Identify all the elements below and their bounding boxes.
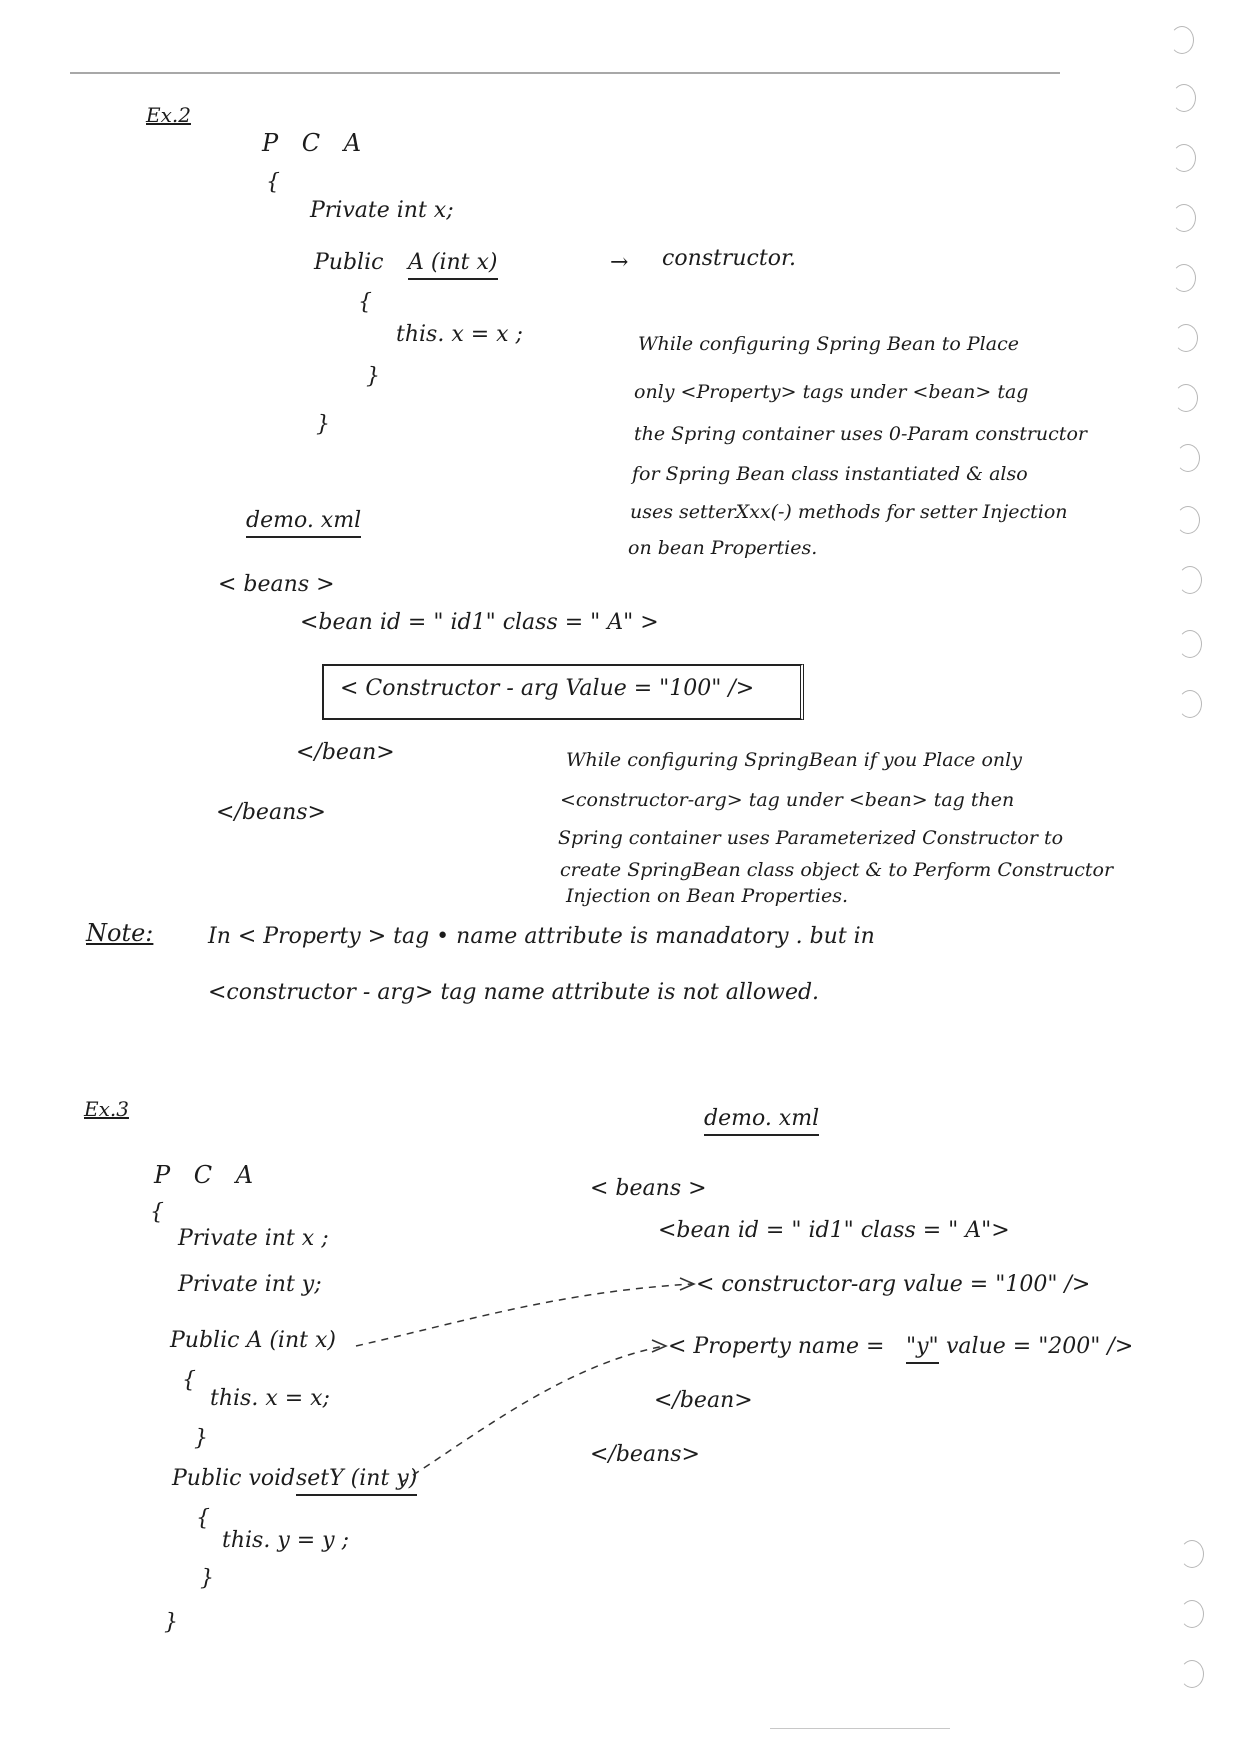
ex3-xml-filename: demo. xml [704,1106,819,1136]
ex3-field-y: Private int y; [178,1272,322,1297]
ex2-field-x: Private int x; [310,198,454,223]
ex3-ctor-close: } [194,1426,208,1451]
ex3-constructor-arg: < constructor-arg value = "100" /> [696,1272,1091,1297]
ex3-ctor-body: this. x = x; [210,1386,330,1411]
ex2-close-brace: } [316,412,330,437]
ex3-beans-open: < beans > [590,1176,707,1201]
ex3-setter-close: } [200,1566,214,1591]
ex2-bean-close: </bean> [296,740,395,765]
bottom-rule [770,1728,950,1729]
ex2-constructor-arg: < Constructor - arg Value = "100" /> [340,676,755,701]
ex2-bean-open: <bean id = " id1" class = " A" > [300,610,659,635]
note-line: Injection on Bean Properties. [566,885,849,907]
ctor-connector-arrow [356,1284,692,1346]
ex3-class-header: P C A [154,1161,262,1189]
setter-connector-arrow [402,1346,664,1482]
ex3-beans-close: </beans> [590,1442,700,1467]
ex2-xml-filename: demo. xml [246,508,361,538]
ex2-ctor-open: { [358,290,372,315]
ex3-open-brace: { [150,1200,164,1225]
ex2-label: Ex.2 [146,103,191,127]
ex2-beans-close: </beans> [216,800,326,825]
ex3-setter-body: this. y = y ; [222,1528,350,1553]
ex2-class-header: P C A [262,129,370,157]
note-line: uses setterXxx(-) methods for setter Injection [630,501,1068,523]
ex3-setter-signature: setY (int y) [296,1466,417,1496]
note-line: <constructor-arg> tag under <bean> tag then [560,789,1015,811]
note-line: the Spring container uses 0-Param constructor [634,423,1087,445]
ex3-ctor: Public A (int x) [170,1328,336,1353]
note-line: create SpringBean class object & to Perform Constructor [560,859,1114,881]
ex2-ctor-signature: A (int x) [408,250,498,280]
ex2-ctor-public: Public [314,250,384,275]
ex3-field-x: Private int x ; [178,1226,329,1251]
ex3-bean-close: </bean> [654,1388,753,1413]
note-line-2: <constructor - arg> tag name attribute is not allowed. [208,980,820,1005]
ex2-ctor-close: } [366,364,380,389]
ex3-setter-open: { [196,1506,210,1531]
ex3-bean-open: <bean id = " id1" class = " A"> [658,1218,1010,1243]
note-line: for Spring Bean class instantiated & also [632,463,1028,485]
note-line: only <Property> tags under <bean> tag [634,381,1029,403]
ex3-setter-prefix: Public void [172,1466,296,1491]
ex3-property-name-value: "y" [906,1334,939,1364]
ex2-open-brace: { [266,170,280,195]
ex2-beans-open: < beans > [218,572,335,597]
setter-connector-arrowhead [652,1340,666,1352]
note-line-1: In < Property > tag • name attribute is manadatory . but in [208,924,875,949]
note-line: on bean Properties. [628,537,818,559]
ex3-ctor-open: { [182,1368,196,1393]
ex3-label: Ex.3 [84,1097,129,1121]
note-line: While configuring SpringBean if you Place only [566,749,1022,771]
ex2-ctor-arrow: → [610,250,629,275]
note-line: While configuring Spring Bean to Place [638,333,1019,355]
note-label: Note: [86,919,154,947]
ex3-close-brace: } [164,1610,178,1635]
ex2-ctor-body: this. x = x ; [396,322,523,347]
ex3-property-suffix: value = "200" /> [946,1334,1134,1359]
ex3-property-prefix: < Property name = [668,1334,885,1359]
ex2-ctor-note: constructor. [662,246,797,271]
note-line: Spring container uses Parameterized Constructor to [558,827,1064,849]
